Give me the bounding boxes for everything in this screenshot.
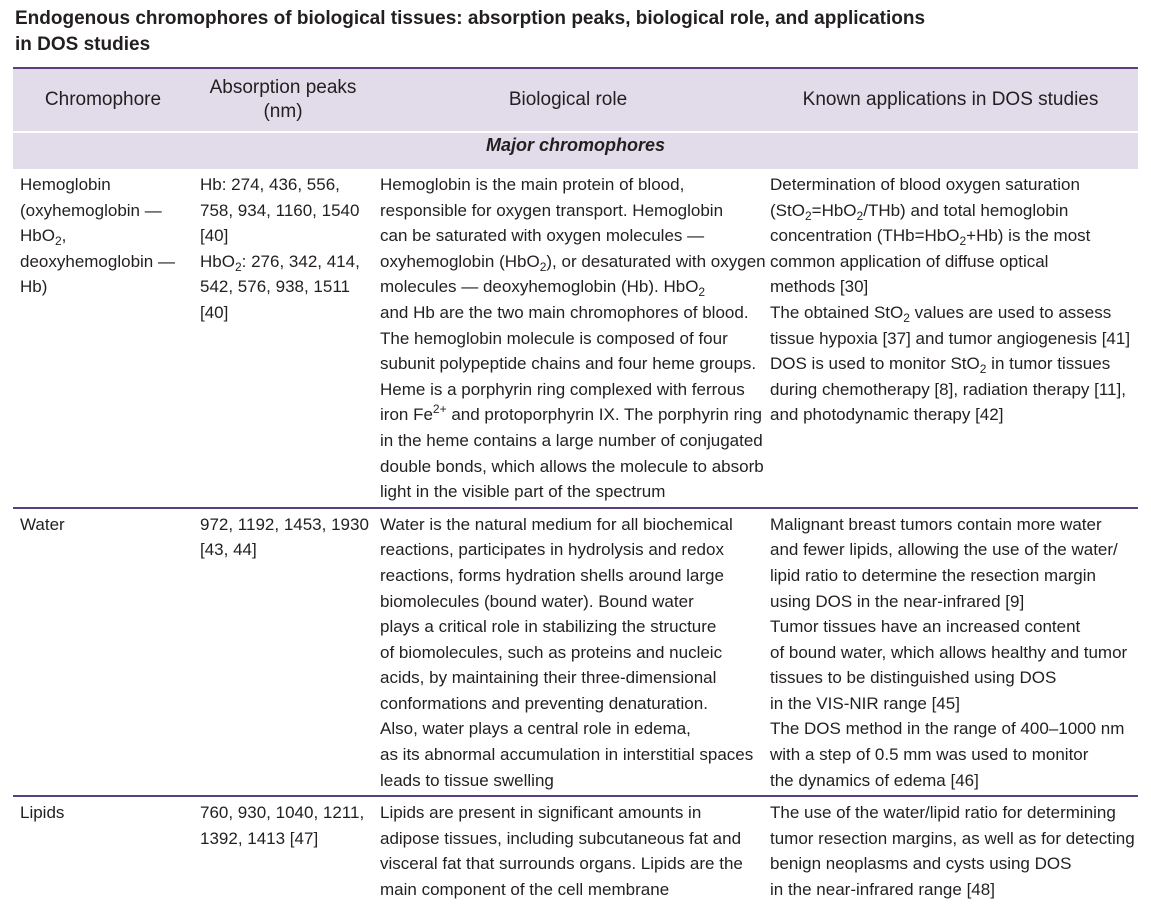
header-row <box>13 69 1138 132</box>
text-line: in the near-infrared range [48] <box>770 880 995 900</box>
header-absorption-peaks-line-2: (nm) <box>263 101 303 122</box>
table-title <box>15 6 1135 58</box>
text-run: (StO <box>770 200 805 220</box>
text-line: Lipids <box>20 803 65 823</box>
text-line: of bound water, which allows healthy and tumor <box>770 642 1128 662</box>
text-line: biomolecules (bound water). Bound water <box>380 591 694 611</box>
text-run: values are used to assess <box>909 302 1112 322</box>
text-line: The use of the water/lipid ratio for determining <box>770 803 1116 823</box>
subscript: 2 <box>856 208 864 223</box>
text-line: Hb) <box>20 277 48 297</box>
text-run: The obtained StO <box>770 302 904 322</box>
text-run: , <box>61 226 67 246</box>
cell-biological-role <box>373 169 766 508</box>
cell-chromophore <box>13 508 193 797</box>
text-line: using DOS in the near-infrared [9] <box>770 591 1025 611</box>
cell-absorption-peaks <box>193 169 373 508</box>
text-line: visceral fat that surrounds organs. Lipids are the <box>380 854 743 874</box>
table-title-line-1: Endogenous chromophores of biological tissues: absorption peaks, biological role, and applications <box>15 8 926 29</box>
text-line: conformations and preventing denaturation. <box>380 693 708 713</box>
cell-biological-role <box>373 508 763 797</box>
subscript: 2 <box>539 259 547 274</box>
text-line: The DOS method in the range of 400–1000 nm <box>770 719 1125 739</box>
text-line: methods [30] <box>770 277 869 297</box>
text-line: during chemotherapy [8], radiation therapy [11], <box>770 379 1126 399</box>
text-line: benign neoplasms and cysts using DOS <box>770 854 1072 874</box>
text-line: Heme is a porphyrin ring complexed with ferrous <box>380 379 745 399</box>
text-line: Water is the natural medium for all biochemical <box>380 514 733 534</box>
text-line: [40] <box>200 302 229 322</box>
text-line: light in the visible part of the spectrum <box>380 482 666 502</box>
text-line: leads to tissue swelling <box>380 770 554 790</box>
text-run: oxyhemoglobin (HbO <box>380 251 540 271</box>
header-biological-role: Biological role <box>373 69 763 132</box>
cell-absorption-peaks <box>193 508 373 797</box>
cell-absorption-peaks <box>193 796 373 904</box>
text-run: HbO <box>200 251 235 271</box>
text-line: acids, by maintaining their three-dimensional <box>380 668 717 688</box>
text-line: and photodynamic therapy [42] <box>770 405 1004 425</box>
text-line <box>380 402 762 428</box>
text-line: main component of the cell membrane <box>380 880 670 900</box>
header-absorption-peaks-line-1: Absorption peaks <box>209 77 357 98</box>
text-line: Tumor tissues have an increased content <box>770 617 1081 637</box>
header-absorption-peaks <box>193 69 373 132</box>
text-line: (oxyhemoglobin — <box>20 200 162 220</box>
text-line: lipid ratio to determine the resection margin <box>770 565 1096 585</box>
text-line: tissue hypoxia [37] and tumor angiogenesis [41] <box>770 328 1131 348</box>
subscript: 2 <box>54 234 62 249</box>
text-line: [40] <box>200 226 229 246</box>
text-line: 758, 934, 1160, 1540 <box>200 200 360 220</box>
chromophore-table <box>13 69 1138 905</box>
text-line <box>200 249 367 275</box>
text-line: common application of diffuse optical <box>770 251 1049 271</box>
text-line: Malignant breast tumors contain more water <box>770 514 1102 534</box>
text-run: iron Fe <box>380 405 433 425</box>
text-line: as its abnormal accumulation in interstitial spaces <box>380 745 754 765</box>
text-line: subunit polypeptide chains and four heme groups. <box>380 354 757 374</box>
text-line: tissues to be distinguished using DOS <box>770 668 1057 688</box>
subscript: 2 <box>698 285 706 300</box>
text-line: Water <box>20 514 65 534</box>
text-line: [43, 44] <box>200 540 257 560</box>
text-line: in the heme contains a large number of conjugated <box>380 430 763 450</box>
text-run: in tumor tissues <box>986 354 1111 374</box>
text-line: can be saturated with oxygen molecules — <box>380 226 705 246</box>
table-row-water <box>13 508 1138 797</box>
text-line: The hemoglobin molecule is composed of four <box>380 328 728 348</box>
text-line: and Hb are the two main chromophores of blood. <box>380 302 749 322</box>
text-line: plays a critical role in stabilizing the structure <box>380 617 717 637</box>
text-line: and fewer lipids, allowing the use of the water/ <box>770 540 1118 560</box>
cell-applications <box>763 796 1138 904</box>
text-line: the dynamics of edema [46] <box>770 770 979 790</box>
text-run: =HbO <box>811 200 857 220</box>
text-line: of biomolecules, such as proteins and nucleic <box>380 642 723 662</box>
subscript: 2 <box>903 310 910 325</box>
text-line: deoxyhemoglobin — <box>20 251 175 271</box>
text-run: concentration (THb=HbO <box>770 226 960 246</box>
text-line <box>770 223 1132 249</box>
text-line: Hb: 274, 436, 556, <box>200 175 340 194</box>
text-line: in the VIS-NIR range [45] <box>770 693 960 713</box>
text-run: +Hb) is the most <box>966 226 1091 246</box>
cell-applications <box>763 508 1138 797</box>
text-line: reactions, participates in hydrolysis and redox <box>380 540 724 560</box>
table-row-hemoglobin <box>13 169 1138 508</box>
table-row-lipids <box>13 796 1138 904</box>
text-run: /THb) and total hemoglobin <box>863 200 1069 220</box>
text-line: with a step of 0.5 mm was used to monitor <box>770 745 1089 765</box>
superscript: 2+ <box>432 402 447 417</box>
subscript: 2 <box>979 362 987 377</box>
text-line: 972, 1192, 1453, 1930 <box>200 514 369 534</box>
subscript: 2 <box>234 259 242 274</box>
text-line: Lipids are present in significant amounts in <box>380 803 702 823</box>
text-line <box>380 274 757 300</box>
text-line <box>380 249 766 275</box>
text-run: : 276, 342, 414, <box>241 251 360 271</box>
text-line: 760, 930, 1040, 1211, <box>200 803 365 823</box>
cell-chromophore <box>13 169 193 508</box>
text-line <box>20 223 187 249</box>
text-line: responsible for oxygen transport. Hemoglobin <box>380 200 724 220</box>
text-line: Hemoglobin <box>20 175 111 194</box>
subscript: 2 <box>959 234 967 249</box>
text-line: Hemoglobin is the main protein of blood, <box>380 175 685 194</box>
text-line: reactions, forms hydration shells around large <box>380 565 724 585</box>
cell-chromophore <box>13 796 193 904</box>
section-label: Major chromophores <box>13 132 1138 169</box>
cell-biological-role <box>373 796 763 904</box>
text-line <box>770 300 1132 326</box>
text-line <box>770 198 1132 224</box>
text-line <box>770 351 1132 377</box>
text-run: HbO <box>20 226 55 246</box>
text-run: and protoporphyrin IX. The porphyrin ring <box>446 405 762 425</box>
cell-applications <box>763 169 1138 508</box>
text-line: Also, water plays a central role in edema, <box>380 719 691 739</box>
text-run: DOS is used to monitor StO <box>770 354 980 374</box>
section-row <box>13 132 1138 169</box>
table-title-line-2: in DOS studies <box>15 34 151 55</box>
header-chromophore: Chromophore <box>13 69 193 132</box>
text-line: 1392, 1413 [47] <box>200 828 319 848</box>
header-applications: Known applications in DOS studies <box>763 69 1138 132</box>
text-line: double bonds, which allows the molecule to absorb <box>380 456 764 476</box>
text-run: molecules — deoxyhemoglobin (Hb). HbO <box>380 277 699 297</box>
text-line: Determination of blood oxygen saturation <box>770 175 1080 194</box>
text-run: ), or desaturated with oxygen <box>546 251 766 271</box>
subscript: 2 <box>804 208 812 223</box>
text-line: adipose tissues, including subcutaneous fat and <box>380 828 742 848</box>
text-line: tumor resection margins, as well as for detecting <box>770 828 1135 848</box>
text-line: 542, 576, 938, 1511 <box>200 277 350 297</box>
